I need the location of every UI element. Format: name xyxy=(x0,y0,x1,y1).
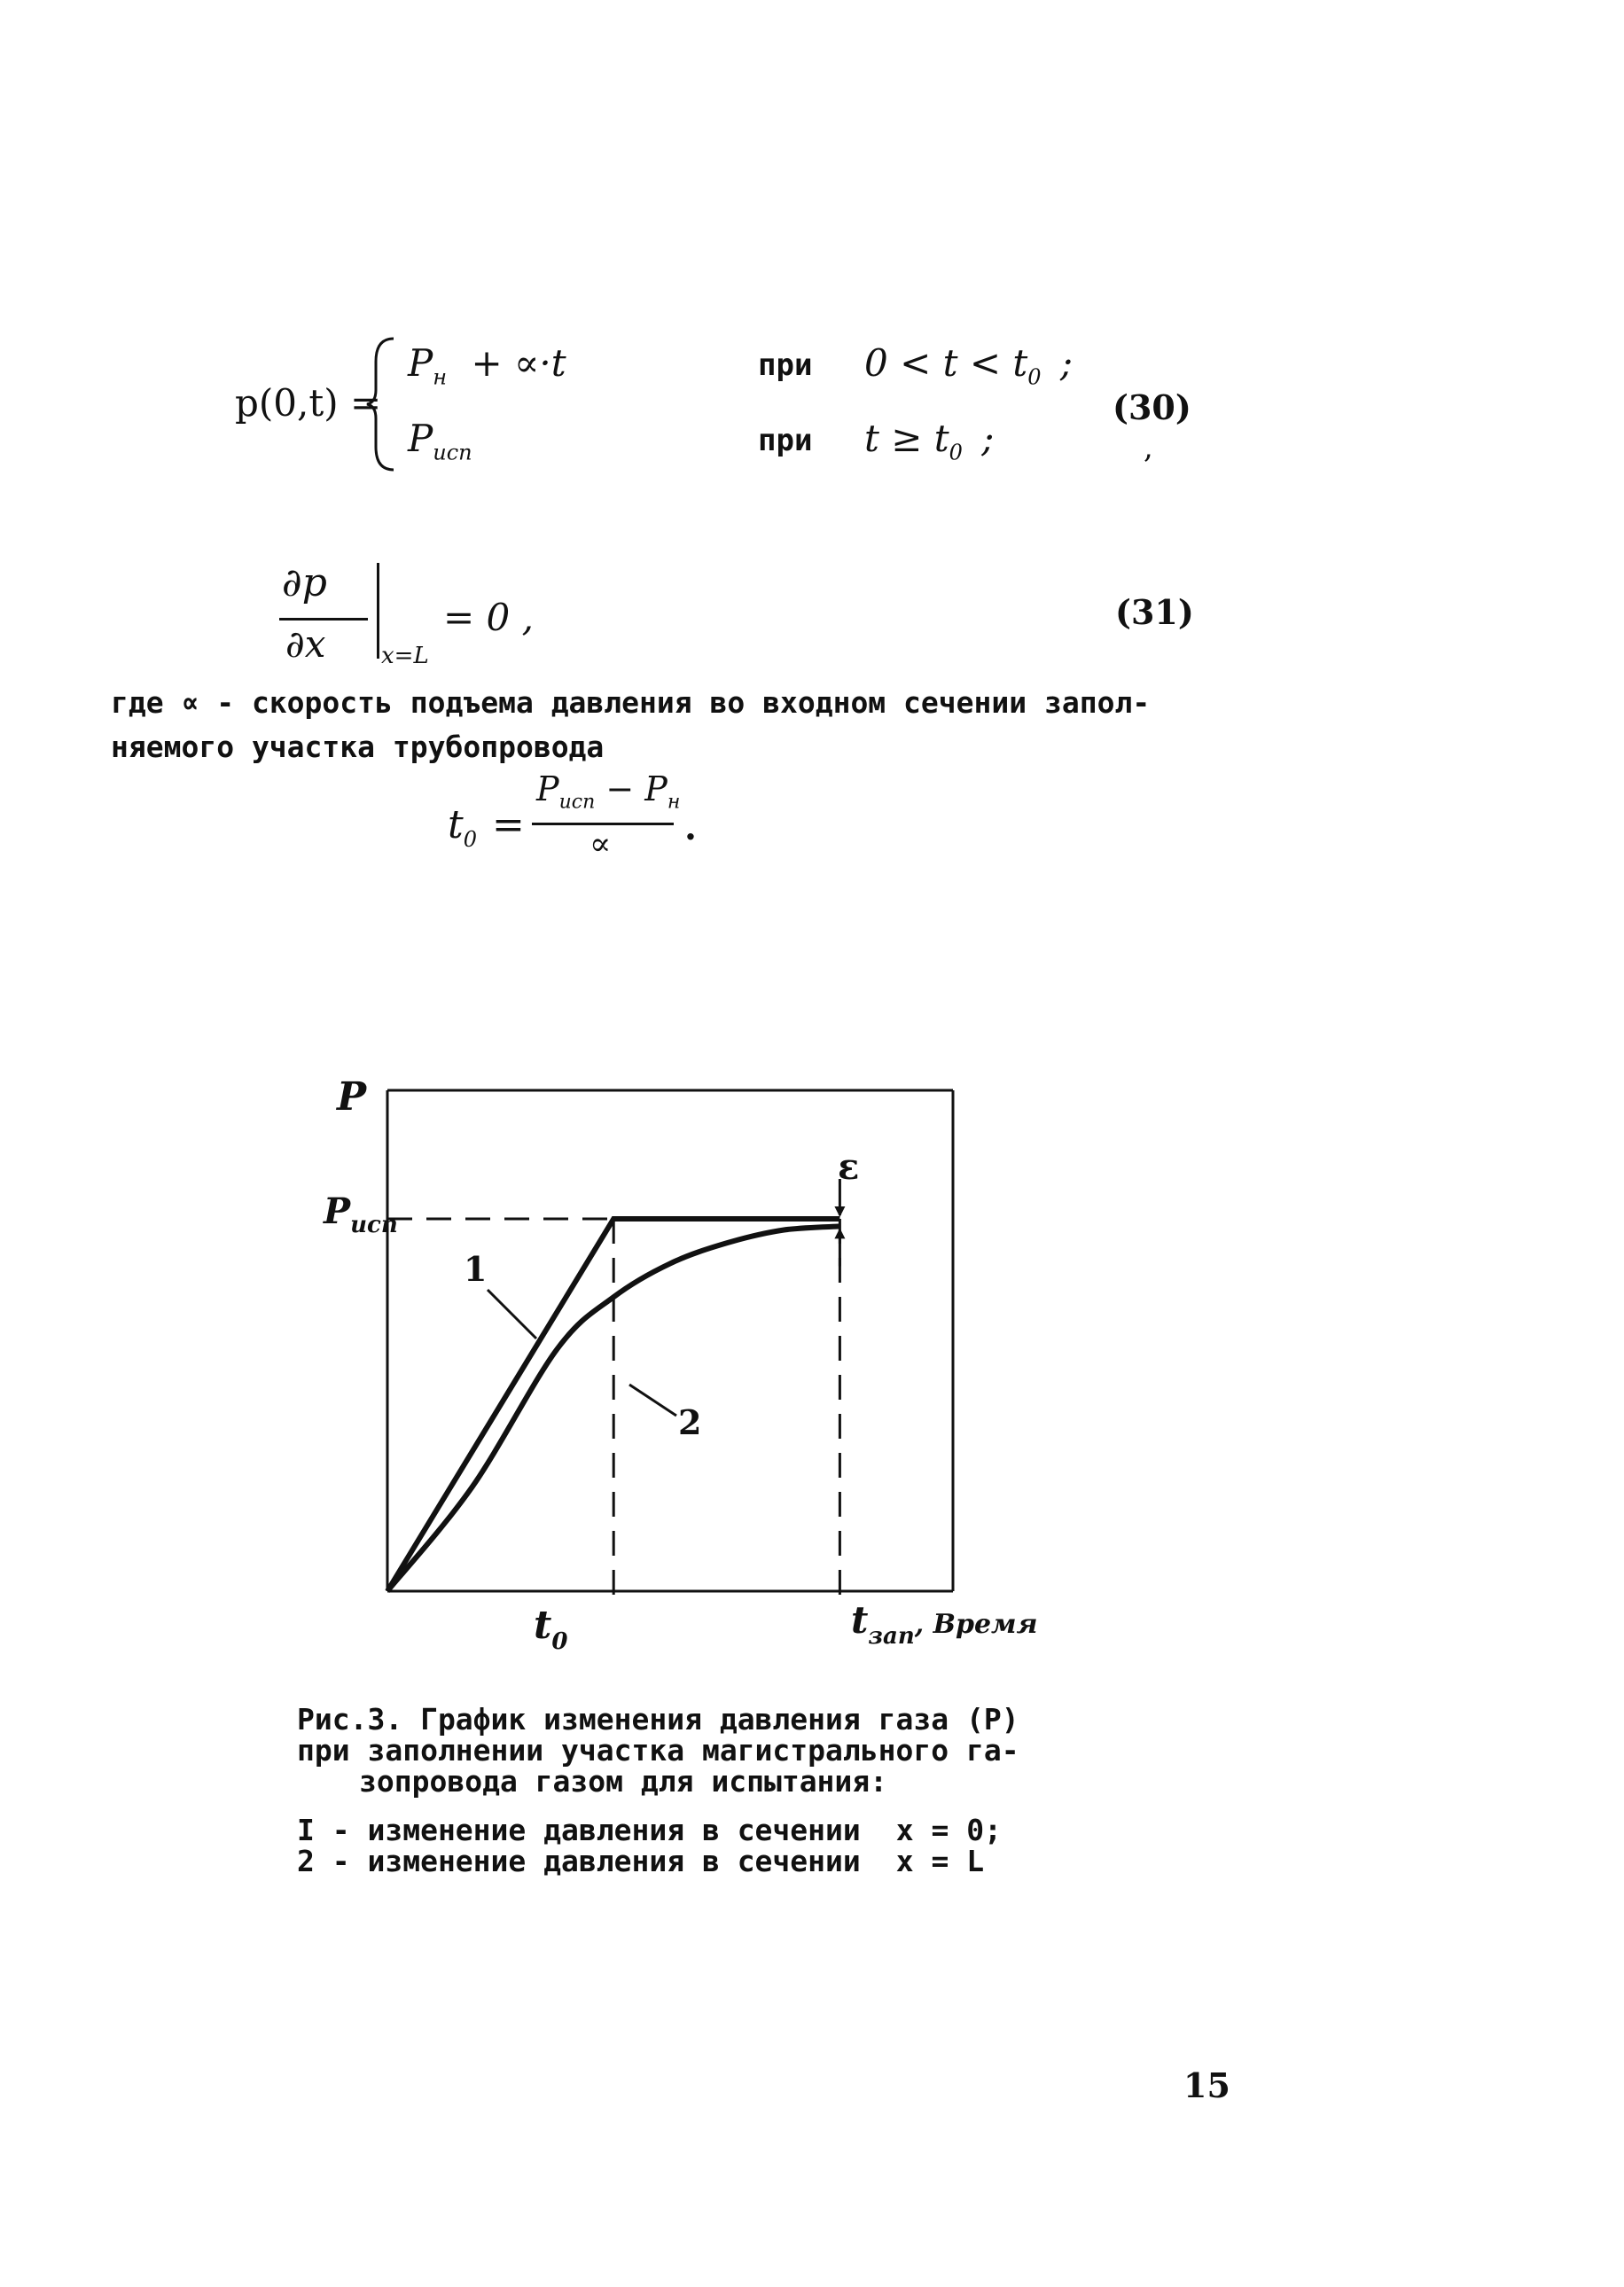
fraction-bar xyxy=(279,618,368,621)
formula-30-trail: , xyxy=(1144,430,1153,465)
label-2-leader xyxy=(629,1385,676,1416)
y-axis-label: P xyxy=(337,1074,367,1120)
formula-30-cond-2: $t \ge t_0$ ; xyxy=(864,417,995,465)
formula-31-numerator: ∂p xyxy=(282,560,327,605)
p-test-label: $P_{исп}$ xyxy=(324,1190,398,1238)
label-1-leader xyxy=(488,1290,536,1339)
caption-line-4: I - изменение давления в сечении x = 0; xyxy=(297,1813,1002,1847)
epsilon-arrowhead-down xyxy=(834,1206,845,1217)
caption-line-2: при заполнении участка магистрального га- xyxy=(297,1733,1019,1768)
x-tick-t0: $t_0$ xyxy=(534,1603,568,1655)
formula-t0-eq: = xyxy=(492,802,525,847)
formula-30-case1: $P_н + \propto\cdot t$ xyxy=(408,341,566,390)
fraction-bar xyxy=(532,823,674,825)
body-text-line-2: няемого участка трубопровода xyxy=(111,730,605,764)
caption-line-3: зопровода газом для испытания: xyxy=(359,1764,888,1799)
page-number: 15 xyxy=(1183,2065,1230,2105)
formula-t0-denominator: ∝ xyxy=(589,826,612,863)
formula-t0-numerator: $P_{исп} - P_н$ xyxy=(536,769,681,814)
formula-30-case2: $P_{исп}$ xyxy=(408,417,472,465)
chart-frame xyxy=(387,1090,953,1591)
formula-t0-end: . xyxy=(684,807,697,848)
formula-t0-lhs: $t_0$ xyxy=(448,802,477,852)
equation-number-31: (31) xyxy=(1115,592,1194,632)
formula-30-lhs: p(0,t) = xyxy=(235,381,382,425)
brace-icon xyxy=(363,335,399,472)
equation-number-30: (30) xyxy=(1113,387,1191,427)
evaluation-bar xyxy=(377,563,379,659)
pressure-chart xyxy=(301,1055,1046,1658)
epsilon-arrowhead-up xyxy=(834,1228,845,1238)
formula-30-cond-1: $0 < t < t_0$ ; xyxy=(864,341,1074,390)
body-text-line-1: где ∝ - скорость подъема давления во входном сечении запол- xyxy=(111,685,1151,720)
formula-31-denominator: ∂x xyxy=(285,622,326,666)
formula-30-pri-1: при xyxy=(758,347,813,383)
curve-label-2: 2 xyxy=(678,1402,702,1442)
formula-31-subscript: x=L xyxy=(381,643,429,669)
epsilon-label: ε xyxy=(838,1146,860,1188)
caption-line-5: 2 - изменение давления в сечении x = L xyxy=(297,1844,985,1878)
formula-31-rhs: = 0 , xyxy=(443,596,534,639)
caption-line-1: Рис.3. График изменения давления газа (Р) xyxy=(297,1702,1019,1737)
formula-30-pri-2: при xyxy=(758,423,813,458)
curve-label-1: 1 xyxy=(464,1249,488,1289)
x-tick-tfill: $t_{зап}^{, Время}$ xyxy=(851,1598,1038,1650)
